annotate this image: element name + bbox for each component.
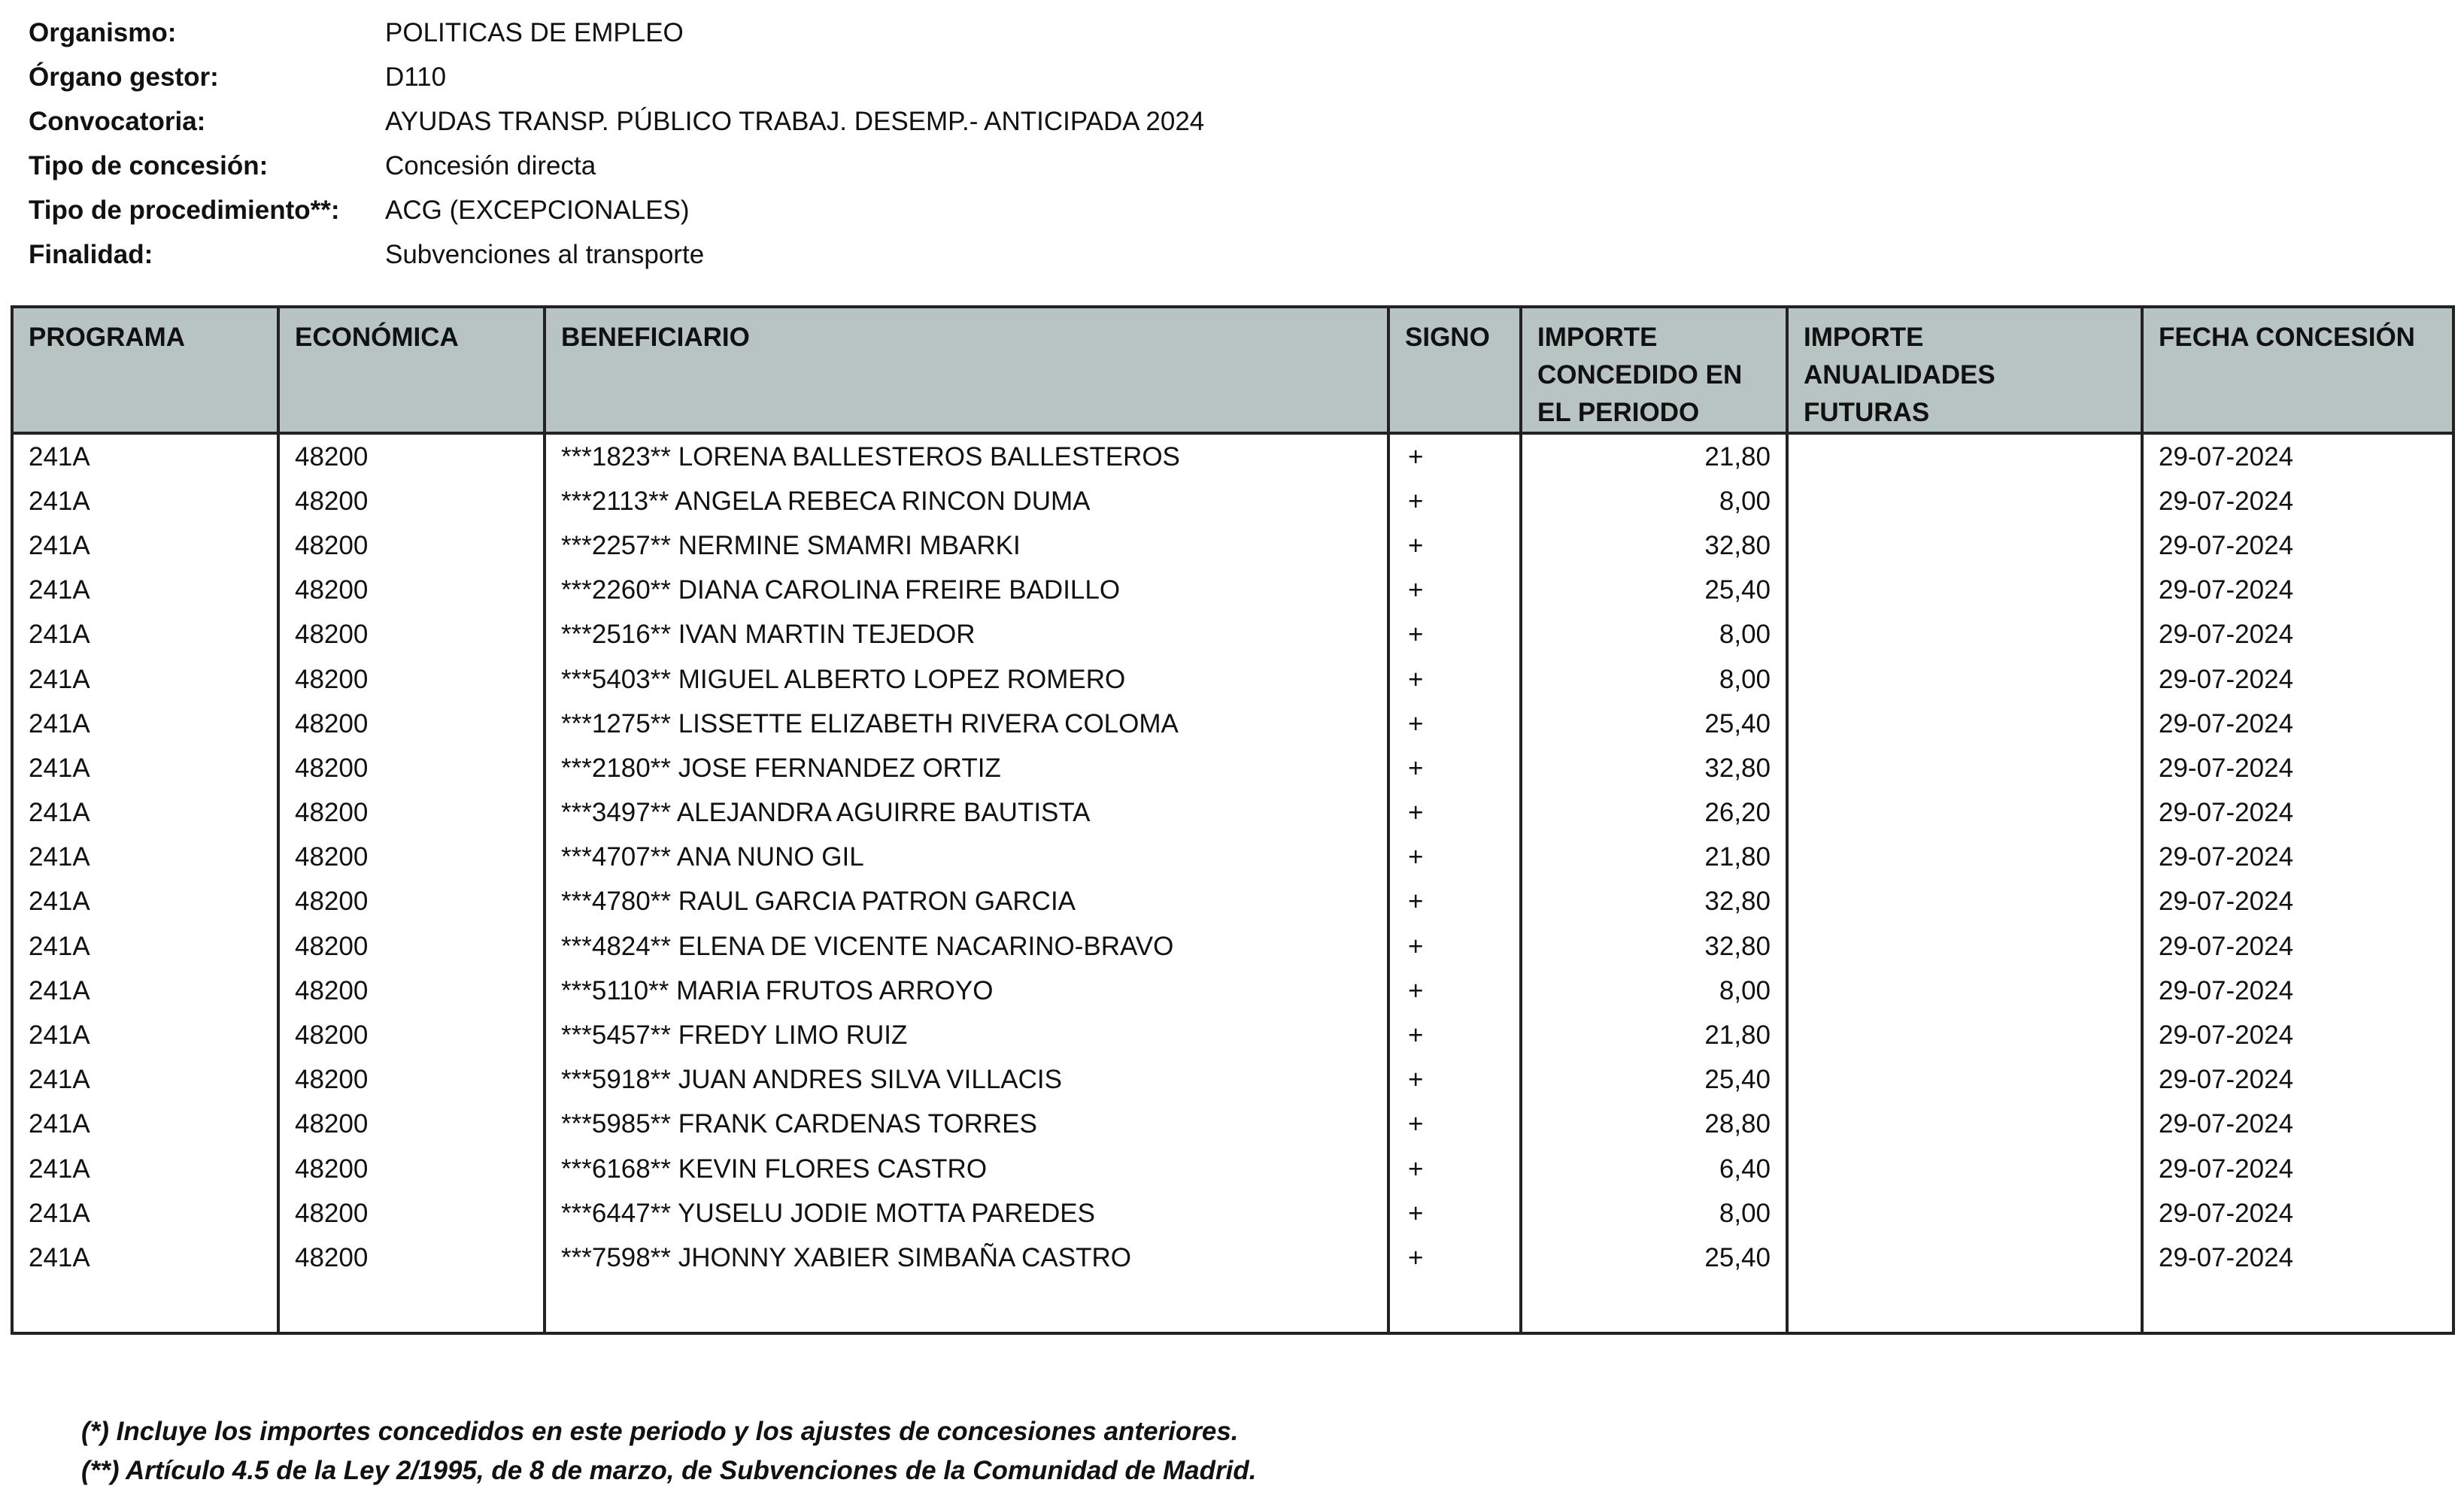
cell-importe-anualidades [1787,569,2142,613]
cell-economica: 48200 [278,479,545,523]
meta-row-convocatoria [29,99,1204,144]
cell-economica: 48200 [278,791,545,835]
cell-beneficiario: ***2257** NERMINE SMAMRI MBARKI [545,523,1388,568]
cell-beneficiario: ***4707** ANA NUNO GIL [545,835,1388,880]
cell-importe-anualidades [1787,1102,2142,1147]
cell-importe-concedido: 32,80 [1521,523,1787,568]
meta-value: Subvenciones al transporte [385,239,705,269]
cell-importe-anualidades [1787,835,2142,880]
cell-fecha-concesion: 29-07-2024 [2142,1191,2453,1236]
cell-programa: 241A [29,1020,90,1051]
cell-importe-anualidades [1787,1058,2142,1102]
cell-economica: 48200 [278,702,545,746]
cell-signo: + [1388,1058,1521,1102]
table-row [12,1191,2453,1236]
cell-programa: 241A [29,798,90,828]
empty-cell [12,1281,278,1333]
cell-economica: 48200 [278,613,545,657]
meta-row-finalidad [29,232,1204,277]
cell-economica: 48200 [278,1191,545,1236]
cell-programa: 241A [29,1154,90,1184]
cell-fecha-concesion: 29-07-2024 [2142,1236,2453,1280]
cell-programa: 241A [29,1198,90,1228]
cell-programa: 241A [29,1109,90,1139]
table-row [12,523,2453,568]
table-row [12,569,2453,613]
cell-economica: 48200 [278,880,545,924]
cell-beneficiario: ***2260** DIANA CAROLINA FREIRE BADILLO [545,569,1388,613]
cell-programa: 241A [29,975,90,1005]
meta-row-tipo-procedimiento [29,188,1204,232]
cell-importe-concedido: 25,40 [1521,569,1787,613]
cell-importe-anualidades [1787,613,2142,657]
cell-fecha-concesion: 29-07-2024 [2142,657,2453,702]
cell-importe-anualidades [1787,479,2142,523]
table-row [12,1013,2453,1057]
table-bottom-padding [12,1281,2453,1333]
cell-fecha-concesion: 29-07-2024 [2142,479,2453,523]
footnote: (*) Incluye los importes concedidos en este periodo y los ajustes de concesiones anteriores. [81,1417,1239,1446]
cell-importe-concedido: 21,80 [1521,1013,1787,1057]
cell-signo: + [1388,657,1521,702]
cell-programa: 241A [29,931,90,961]
table-row [12,791,2453,835]
cell-economica: 48200 [278,746,545,790]
meta-row-organismo [29,11,1204,55]
cell-importe-concedido: 8,00 [1521,479,1787,523]
cell-economica: 48200 [278,433,545,479]
cell-economica: 48200 [278,523,545,568]
empty-cell [1787,1281,2142,1333]
cell-economica: 48200 [278,657,545,702]
cell-beneficiario: ***2180** JOSE FERNANDEZ ORTIZ [545,746,1388,790]
cell-programa: 241A [29,842,90,872]
cell-importe-concedido: 8,00 [1521,613,1787,657]
meta-value: Concesión directa [385,150,596,180]
cell-programa: 241A [29,620,90,650]
cell-fecha-concesion: 29-07-2024 [2142,702,2453,746]
cell-importe-concedido: 8,00 [1521,969,1787,1013]
cell-economica: 48200 [278,1236,545,1280]
cell-economica: 48200 [278,1102,545,1147]
cell-importe-anualidades [1787,1013,2142,1057]
cell-importe-anualidades [1787,433,2142,479]
cell-beneficiario: ***3497** ALEJANDRA AGUIRRE BAUTISTA [545,791,1388,835]
empty-cell [2142,1281,2453,1333]
cell-economica: 48200 [278,1013,545,1057]
table-row [12,1058,2453,1102]
header-importe-anualidades: IMPORTE ANUALIDADES FUTURAS [1787,307,2142,433]
cell-signo: + [1388,1191,1521,1236]
cell-programa: 241A [29,887,90,917]
cell-fecha-concesion: 29-07-2024 [2142,1013,2453,1057]
cell-beneficiario: ***5110** MARIA FRUTOS ARROYO [545,969,1388,1013]
meta-value: D110 [385,62,447,92]
meta-label: Convocatoria: [29,106,206,136]
table-header-row [12,307,2453,433]
cell-importe-concedido: 32,80 [1521,880,1787,924]
cell-importe-concedido: 6,40 [1521,1147,1787,1191]
meta-value: AYUDAS TRANSP. PÚBLICO TRABAJ. DESEMP.- ANTICIPADA 2024 [385,106,1205,136]
table-row [12,613,2453,657]
cell-importe-anualidades [1787,924,2142,969]
table-row [12,702,2453,746]
cell-economica: 48200 [278,969,545,1013]
cell-importe-anualidades [1787,523,2142,568]
cell-signo: + [1388,791,1521,835]
cell-programa: 241A [29,753,90,783]
cell-fecha-concesion: 29-07-2024 [2142,880,2453,924]
cell-importe-concedido: 8,00 [1521,657,1787,702]
cell-importe-concedido: 32,80 [1521,924,1787,969]
cell-fecha-concesion: 29-07-2024 [2142,1102,2453,1147]
meta-label: Órgano gestor: [29,62,219,92]
cell-beneficiario: ***5918** JUAN ANDRES SILVA VILLACIS [545,1058,1388,1102]
cell-signo: + [1388,969,1521,1013]
meta-label: Finalidad: [29,239,153,269]
cell-economica: 48200 [278,1147,545,1191]
cell-beneficiario: ***2113** ANGELA REBECA RINCON DUMA [545,479,1388,523]
cell-signo: + [1388,1236,1521,1280]
cell-signo: + [1388,835,1521,880]
header-economica: ECONÓMICA [278,307,545,433]
table-row [12,1236,2453,1280]
empty-cell [1388,1281,1521,1333]
cell-importe-concedido: 8,00 [1521,1191,1787,1236]
meta-label: Tipo de procedimiento**: [29,195,340,225]
cell-importe-anualidades [1787,746,2142,790]
cell-importe-concedido: 32,80 [1521,746,1787,790]
cell-importe-concedido: 26,20 [1521,791,1787,835]
cell-fecha-concesion: 29-07-2024 [2142,613,2453,657]
cell-beneficiario: ***4780** RAUL GARCIA PATRON GARCIA [545,880,1388,924]
table-row [12,657,2453,702]
cell-importe-concedido: 25,40 [1521,1058,1787,1102]
table-row [12,924,2453,969]
footnotes [81,1412,1256,1490]
table-row [12,746,2453,790]
table-row [12,479,2453,523]
cell-fecha-concesion: 29-07-2024 [2142,523,2453,568]
cell-importe-concedido: 25,40 [1521,1236,1787,1280]
cell-importe-anualidades [1787,880,2142,924]
table-row [12,433,2453,479]
table-row [12,1102,2453,1147]
meta-label: Tipo de concesión: [29,150,269,180]
cell-beneficiario: ***5985** FRANK CARDENAS TORRES [545,1102,1388,1147]
meta-row-organo-gestor [29,55,1204,99]
meta-value: ACG (EXCEPCIONALES) [385,195,690,225]
cell-signo: + [1388,924,1521,969]
cell-programa: 241A [29,441,90,472]
header-fecha-concesion: FECHA CONCESIÓN [2142,307,2453,433]
metadata-block [29,11,1204,277]
cell-programa: 241A [29,575,90,605]
meta-label: Organismo: [29,17,177,47]
header-importe-concedido: IMPORTE CONCEDIDO EN EL PERIODO [1521,307,1787,433]
empty-cell [278,1281,545,1333]
table-row [12,880,2453,924]
cell-fecha-concesion: 29-07-2024 [2142,924,2453,969]
cell-importe-concedido: 21,80 [1521,835,1787,880]
cell-beneficiario: ***5403** MIGUEL ALBERTO LOPEZ ROMERO [545,657,1388,702]
cell-fecha-concesion: 29-07-2024 [2142,746,2453,790]
cell-signo: + [1388,1147,1521,1191]
cell-signo: + [1388,1102,1521,1147]
cell-importe-concedido: 21,80 [1521,433,1787,479]
table-row [12,1147,2453,1191]
cell-programa: 241A [29,1065,90,1095]
grants-table [11,305,2455,1335]
cell-beneficiario: ***5457** FREDY LIMO RUIZ [545,1013,1388,1057]
cell-signo: + [1388,1013,1521,1057]
cell-signo: + [1388,433,1521,479]
cell-beneficiario: ***1823** LORENA BALLESTEROS BALLESTEROS [545,433,1388,479]
cell-fecha-concesion: 29-07-2024 [2142,433,2453,479]
cell-beneficiario: ***2516** IVAN MARTIN TEJEDOR [545,613,1388,657]
cell-beneficiario: ***4824** ELENA DE VICENTE NACARINO-BRAVO [545,924,1388,969]
cell-importe-concedido: 28,80 [1521,1102,1787,1147]
header-beneficiario: BENEFICIARIO [545,307,1388,433]
table-row [12,969,2453,1013]
cell-programa: 241A [29,486,90,516]
cell-economica: 48200 [278,835,545,880]
cell-importe-anualidades [1787,1147,2142,1191]
cell-fecha-concesion: 29-07-2024 [2142,1147,2453,1191]
cell-programa: 241A [29,708,90,738]
cell-economica: 48200 [278,569,545,613]
cell-importe-anualidades [1787,1236,2142,1280]
footnote: (**) Artículo 4.5 de la Ley 2/1995, de 8 de marzo, de Subvenciones de la Comunidad de Madrid. [81,1456,1257,1485]
meta-value: POLITICAS DE EMPLEO [385,17,684,47]
cell-signo: + [1388,523,1521,568]
cell-fecha-concesion: 29-07-2024 [2142,835,2453,880]
meta-row-tipo-concesion [29,144,1204,188]
table-body [12,433,2453,1333]
cell-economica: 48200 [278,924,545,969]
cell-economica: 48200 [278,1058,545,1102]
header-programa: PROGRAMA [12,307,278,433]
cell-signo: + [1388,479,1521,523]
cell-programa: 241A [29,664,90,694]
cell-beneficiario: ***7598** JHONNY XABIER SIMBAÑA CASTRO [545,1236,1388,1280]
cell-importe-anualidades [1787,1191,2142,1236]
cell-fecha-concesion: 29-07-2024 [2142,791,2453,835]
cell-importe-anualidades [1787,702,2142,746]
cell-signo: + [1388,880,1521,924]
cell-importe-anualidades [1787,657,2142,702]
cell-fecha-concesion: 29-07-2024 [2142,1058,2453,1102]
cell-fecha-concesion: 29-07-2024 [2142,969,2453,1013]
cell-signo: + [1388,702,1521,746]
cell-signo: + [1388,569,1521,613]
cell-beneficiario: ***6447** YUSELU JODIE MOTTA PAREDES [545,1191,1388,1236]
cell-signo: + [1388,613,1521,657]
cell-programa: 241A [29,530,90,560]
empty-cell [1521,1281,1787,1333]
table-row [12,835,2453,880]
cell-importe-anualidades [1787,969,2142,1013]
cell-importe-concedido: 25,40 [1521,702,1787,746]
empty-cell [545,1281,1388,1333]
cell-programa: 241A [29,1242,90,1272]
cell-signo: + [1388,746,1521,790]
cell-importe-anualidades [1787,791,2142,835]
cell-beneficiario: ***1275** LISSETTE ELIZABETH RIVERA COLOMA [545,702,1388,746]
cell-beneficiario: ***6168** KEVIN FLORES CASTRO [545,1147,1388,1191]
cell-fecha-concesion: 29-07-2024 [2142,569,2453,613]
header-signo: SIGNO [1388,307,1521,433]
